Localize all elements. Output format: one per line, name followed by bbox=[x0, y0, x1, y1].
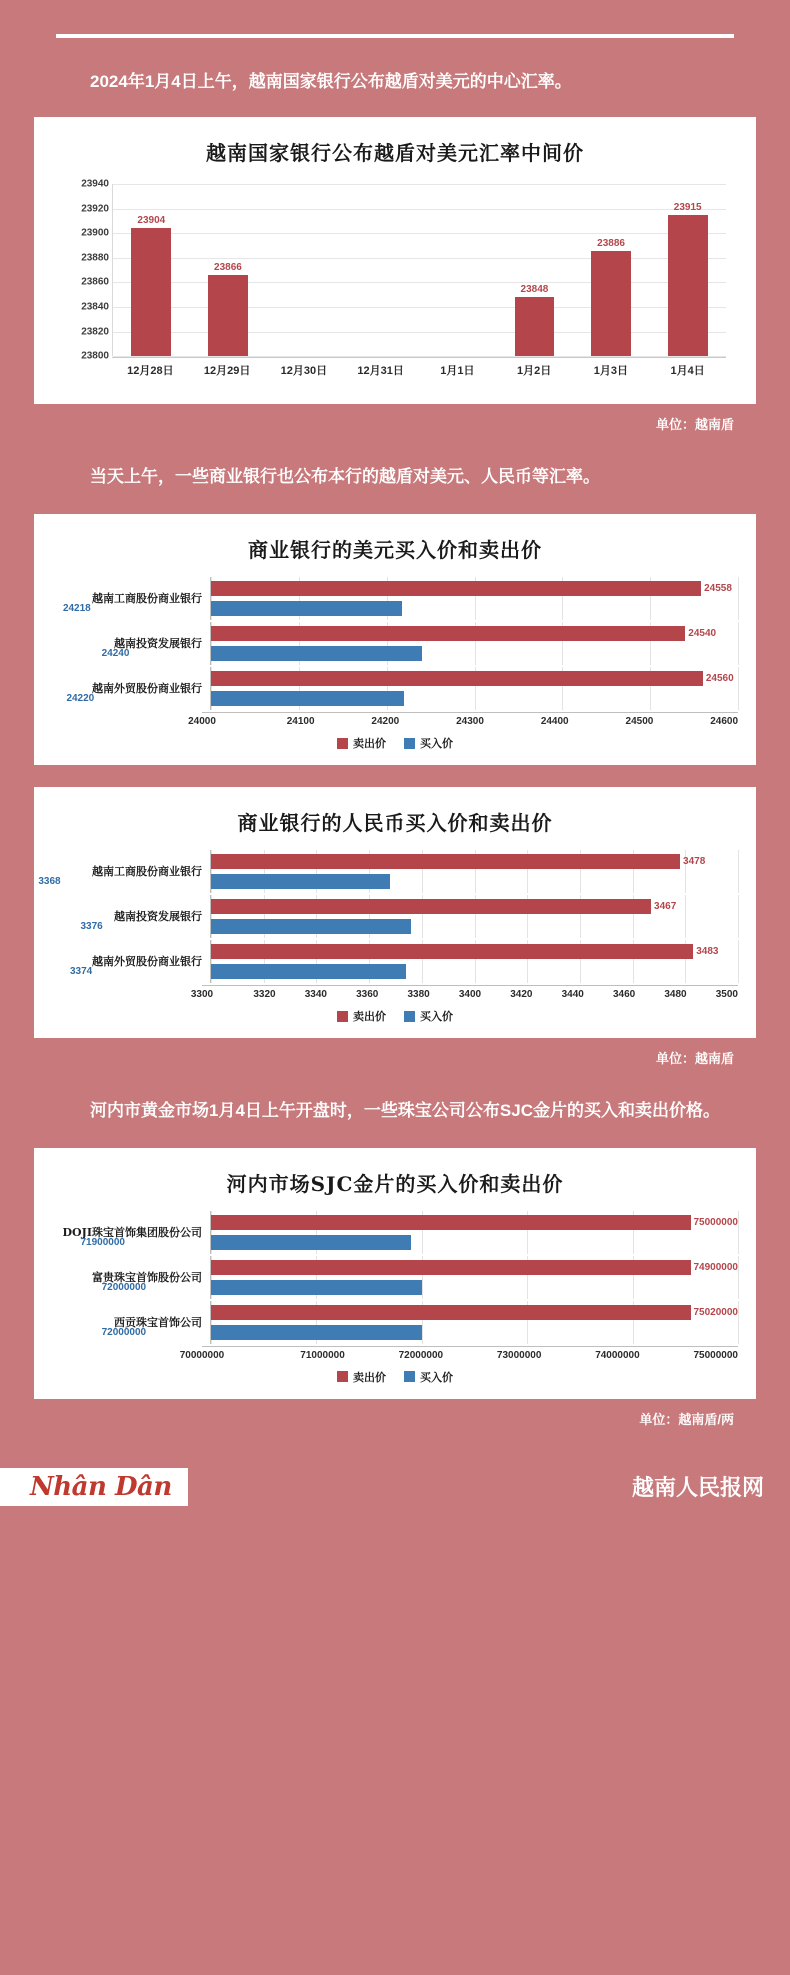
x-axis-tick: 3340 bbox=[304, 989, 327, 1001]
x-axis-tick: 71000000 bbox=[300, 1349, 345, 1361]
legend-label: 买入价 bbox=[420, 738, 453, 751]
x-axis bbox=[190, 985, 738, 1001]
bar-value-label: 23904 bbox=[137, 215, 166, 227]
legend-swatch bbox=[337, 738, 348, 749]
unit-note-2: 单位：越南盾 bbox=[655, 1051, 734, 1067]
bar bbox=[211, 1215, 691, 1230]
category-label: 越南外贸股份商业银行 bbox=[92, 954, 202, 968]
chart-category-group bbox=[52, 622, 738, 665]
chart-legend bbox=[52, 735, 738, 751]
gridline bbox=[738, 850, 739, 893]
legend-label: 卖出价 bbox=[353, 738, 386, 751]
y-axis-tick: 23920 bbox=[81, 203, 109, 215]
chart-card-midrate bbox=[34, 117, 756, 404]
x-axis-tick: 3400 bbox=[458, 989, 482, 1001]
x-axis-tick: 24300 bbox=[456, 716, 484, 728]
x-axis-tick: 3460 bbox=[613, 989, 636, 1001]
bar-value-label: 3374 bbox=[69, 966, 93, 978]
bar-value-label: 24218 bbox=[62, 603, 91, 615]
y-axis-tick: 23840 bbox=[81, 301, 109, 313]
x-axis-tick: 73000000 bbox=[496, 1349, 542, 1361]
bar-value-label: 23915 bbox=[673, 201, 702, 213]
bar bbox=[211, 1260, 691, 1275]
bar-row bbox=[80, 918, 738, 935]
top-divider bbox=[56, 34, 734, 38]
bar bbox=[591, 251, 631, 357]
chart-category-group bbox=[52, 1211, 738, 1254]
legend-item[interactable] bbox=[337, 1008, 386, 1024]
x-axis-tick: 3380 bbox=[407, 989, 430, 1001]
legend-item[interactable] bbox=[404, 735, 453, 751]
legend-swatch bbox=[404, 738, 415, 749]
legend-label: 买入价 bbox=[420, 1371, 453, 1384]
chart-category-group bbox=[52, 577, 738, 620]
bar-slot bbox=[649, 184, 726, 356]
chart-title-usd: 商业银行的美元买入价和卖出价 bbox=[248, 538, 542, 563]
category-label: 越南外贸股份商业银行 bbox=[92, 681, 202, 695]
x-axis-tick: 12月28日 bbox=[127, 365, 174, 378]
legend-label: 卖出价 bbox=[353, 1371, 386, 1384]
legend-item[interactable] bbox=[404, 1369, 453, 1385]
page-footer bbox=[0, 1462, 790, 1516]
chart-category-group bbox=[38, 850, 738, 893]
bar-value-label: 24540 bbox=[688, 628, 717, 640]
x-axis-tick: 24100 bbox=[286, 716, 315, 728]
bar-slot bbox=[343, 184, 420, 356]
chart-card-cny bbox=[34, 787, 756, 1038]
category-label: 越南工商股份商业银行 bbox=[92, 591, 202, 605]
column-chart-midrate bbox=[50, 180, 734, 390]
bar-value-label: 3478 bbox=[683, 856, 706, 868]
bar-value-label: 24240 bbox=[101, 648, 130, 660]
y-axis-tick: 23880 bbox=[81, 252, 109, 264]
x-axis-tick: 24600 bbox=[710, 716, 739, 728]
unit-note-1: 单位：越南盾 bbox=[655, 417, 734, 433]
category-label: DOJI珠宝首饰集团股份公司 bbox=[62, 1225, 202, 1239]
chart-category-group bbox=[52, 940, 738, 983]
x-axis-tick: 1月2日 bbox=[517, 365, 552, 378]
x-axis-tick: 3500 bbox=[715, 989, 738, 1001]
hbar-chart-usd bbox=[52, 577, 738, 751]
bar-value-label: 75020000 bbox=[693, 1306, 738, 1318]
chart-title-midrate: 越南国家银行公布越盾对美元汇率中间价 bbox=[206, 141, 584, 166]
legend-swatch bbox=[337, 1371, 348, 1382]
bar-value-label: 23886 bbox=[597, 237, 625, 249]
x-axis-tick: 3300 bbox=[190, 989, 214, 1001]
x-axis-tick: 24500 bbox=[625, 716, 654, 728]
bar-slot bbox=[190, 184, 267, 356]
gridline bbox=[738, 1301, 739, 1344]
bar-row bbox=[211, 580, 738, 597]
bar bbox=[211, 944, 693, 959]
chart-card-usd bbox=[34, 514, 756, 765]
bar bbox=[211, 899, 651, 914]
bar-value-label: 72000000 bbox=[101, 1326, 147, 1338]
bar bbox=[208, 275, 248, 356]
category-label: 富贵珠宝首饰股份公司 bbox=[92, 1270, 202, 1284]
chart-card-gold bbox=[34, 1148, 756, 1399]
nhandan-logo[interactable]: Nhân Dân bbox=[0, 1468, 188, 1506]
bar bbox=[668, 215, 708, 356]
bar-row bbox=[38, 873, 738, 890]
bar-row bbox=[211, 1214, 738, 1231]
bar bbox=[515, 297, 555, 356]
x-axis-tick: 24200 bbox=[371, 716, 400, 728]
unit-note-3: 单位：越南盾/两 bbox=[639, 1411, 734, 1427]
legend-item[interactable] bbox=[337, 735, 386, 751]
bar-value-label: 3483 bbox=[696, 946, 719, 958]
chart-category-group bbox=[52, 895, 738, 938]
chart-legend bbox=[52, 1369, 738, 1385]
x-axis-tick: 3440 bbox=[561, 989, 584, 1001]
bar-row bbox=[211, 670, 738, 687]
legend-label: 买入价 bbox=[420, 1011, 453, 1024]
y-axis-tick: 23860 bbox=[81, 276, 109, 288]
chart-title-gold: 河内市场SJC金片的买入价和卖出价 bbox=[226, 1171, 564, 1196]
bar-value-label: 24220 bbox=[66, 693, 95, 705]
bar-row bbox=[211, 853, 738, 870]
y-axis-tick: 23940 bbox=[81, 178, 109, 190]
gridline bbox=[738, 895, 739, 938]
bar-row bbox=[66, 690, 738, 707]
bar-slot bbox=[573, 184, 650, 356]
bar-slot bbox=[496, 184, 573, 356]
gridline bbox=[738, 667, 739, 710]
x-axis-tick: 75000000 bbox=[693, 1349, 738, 1361]
bar-value-label: 24558 bbox=[704, 583, 732, 595]
bar-slot bbox=[266, 184, 343, 356]
bar-value-label: 23848 bbox=[520, 284, 549, 296]
intro-paragraph: 2024年1月4日上午，越南国家银行公布越盾对美元的中心汇率。 bbox=[90, 72, 572, 91]
x-axis bbox=[188, 712, 739, 728]
bar bbox=[211, 854, 680, 869]
gridline bbox=[738, 622, 739, 665]
bar-row bbox=[101, 1324, 738, 1341]
x-axis-tick: 1月1日 bbox=[440, 365, 475, 378]
legend-item[interactable] bbox=[404, 1008, 453, 1024]
chart-category-group bbox=[52, 667, 738, 710]
x-axis-tick: 70000000 bbox=[179, 1349, 225, 1361]
hbar-chart-cny bbox=[38, 850, 738, 1024]
y-axis-tick: 23900 bbox=[81, 227, 109, 239]
bar-slot bbox=[113, 184, 190, 356]
hbar-chart-gold bbox=[52, 1211, 738, 1385]
bar-series bbox=[113, 184, 726, 356]
bar-row bbox=[211, 1304, 738, 1321]
category-label: 西贡珠宝首饰公司 bbox=[114, 1315, 202, 1329]
paragraph-3: 河内市黄金市场1月4日上午开盘时，一些珠宝公司公布SJC金片的买入和卖出价格。 bbox=[90, 1101, 720, 1121]
x-axis bbox=[179, 1346, 738, 1361]
chart-legend bbox=[52, 1008, 738, 1024]
bar-row bbox=[211, 625, 738, 642]
chart-title-cny: 商业银行的人民币买入价和卖出价 bbox=[237, 811, 553, 836]
site-name: 越南人民报网 bbox=[631, 1475, 764, 1502]
bar-row bbox=[80, 1234, 738, 1251]
bar-value-label: 71900000 bbox=[80, 1236, 125, 1248]
bar-row bbox=[101, 1279, 738, 1296]
chart-category-group bbox=[52, 1301, 738, 1344]
bar-value-label: 72000000 bbox=[101, 1281, 147, 1293]
legend-swatch bbox=[404, 1011, 415, 1022]
x-axis-tick: 1月3日 bbox=[593, 365, 628, 378]
bar-row bbox=[69, 963, 738, 980]
bar bbox=[211, 671, 703, 686]
category-label: 越南投资发展银行 bbox=[114, 636, 202, 650]
x-axis-tick: 12月31日 bbox=[357, 365, 404, 378]
bar bbox=[211, 581, 701, 596]
x-axis-tick: 74000000 bbox=[595, 1349, 640, 1361]
legend-item[interactable] bbox=[337, 1369, 386, 1385]
legend-swatch bbox=[404, 1371, 415, 1382]
bar-value-label: 23866 bbox=[214, 262, 242, 274]
bar-row bbox=[211, 898, 738, 915]
x-axis-tick: 3360 bbox=[356, 989, 379, 1001]
y-axis-tick: 23800 bbox=[81, 350, 109, 362]
bar bbox=[211, 626, 685, 641]
bar bbox=[131, 228, 171, 356]
bar-row bbox=[211, 1259, 738, 1276]
bar-row bbox=[101, 645, 738, 662]
bar-value-label: 74900000 bbox=[693, 1261, 738, 1273]
x-axis-tick: 72000000 bbox=[398, 1349, 444, 1361]
x-axis-tick: 3320 bbox=[253, 989, 276, 1001]
category-label: 越南投资发展银行 bbox=[114, 909, 202, 923]
x-axis-tick: 24000 bbox=[188, 716, 216, 728]
category-label: 越南工商股份商业银行 bbox=[92, 864, 202, 878]
bar-value-label: 75000000 bbox=[693, 1216, 738, 1228]
gridline bbox=[738, 1211, 739, 1254]
gridline bbox=[738, 1256, 739, 1299]
x-axis-tick: 24400 bbox=[540, 716, 569, 728]
bar-slot bbox=[420, 184, 497, 356]
paragraph-2: 当天上午，一些商业银行也公布本行的越盾对美元、人民币等汇率。 bbox=[90, 467, 600, 487]
x-axis-tick: 3480 bbox=[664, 989, 687, 1001]
bar bbox=[211, 1305, 691, 1320]
bar-value-label: 3368 bbox=[38, 876, 61, 888]
bar-value-label: 3376 bbox=[80, 921, 103, 933]
legend-label: 卖出价 bbox=[353, 1011, 386, 1024]
x-axis-tick: 12月29日 bbox=[203, 365, 251, 378]
chart-category-group bbox=[52, 1256, 738, 1299]
bar-row bbox=[211, 943, 738, 960]
y-axis-tick: 23820 bbox=[81, 326, 109, 338]
bar-row bbox=[62, 600, 738, 617]
x-axis-tick: 12月30日 bbox=[280, 365, 328, 378]
bar-value-label: 24560 bbox=[705, 673, 734, 685]
gridline bbox=[738, 577, 739, 620]
legend-swatch bbox=[337, 1011, 348, 1022]
x-axis-tick: 3420 bbox=[510, 989, 533, 1001]
article-page bbox=[0, 34, 790, 1526]
x-axis-tick: 1月4日 bbox=[670, 365, 705, 378]
gridline bbox=[738, 940, 739, 983]
bar-value-label: 3467 bbox=[654, 901, 677, 913]
